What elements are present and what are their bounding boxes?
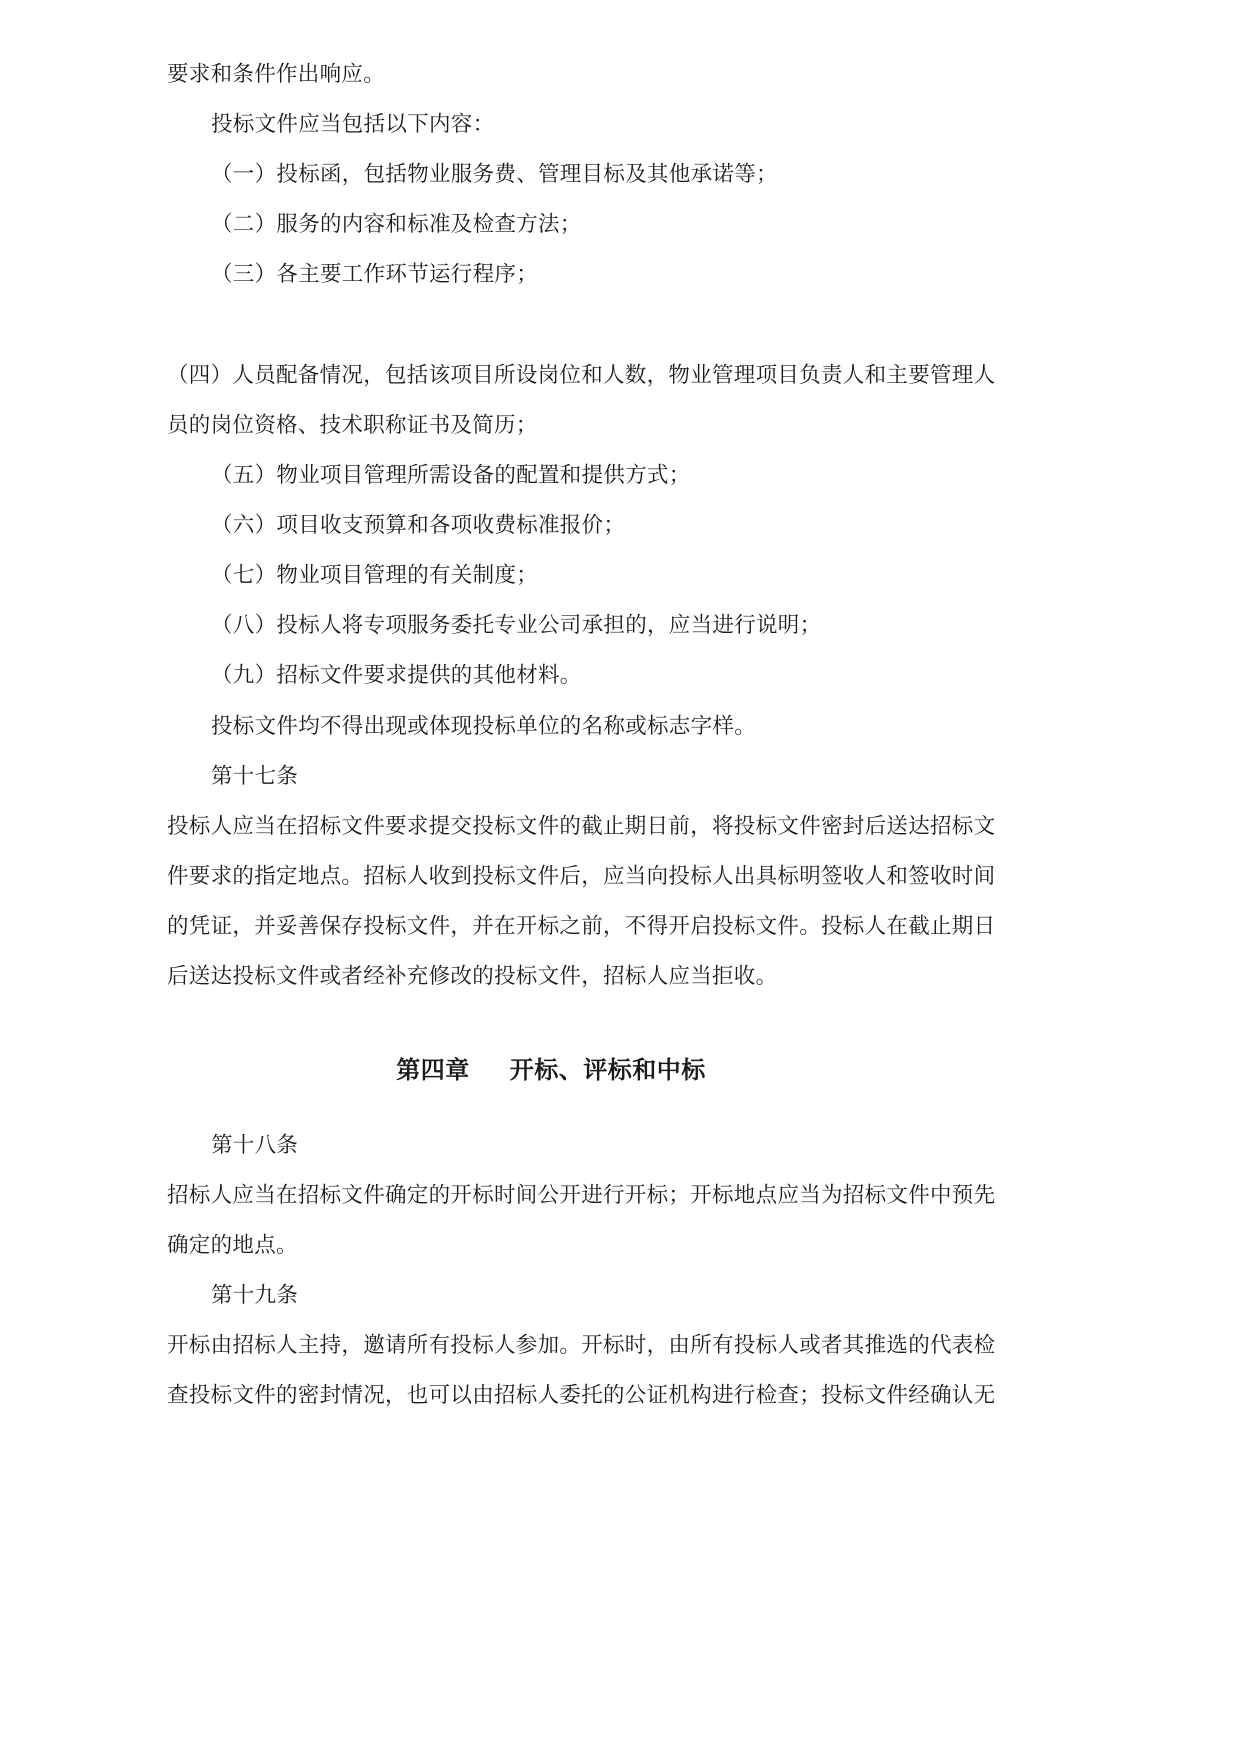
text-line: 开标由招标人主持，邀请所有投标人参加。开标时，由所有投标人或者其推选的代表检	[167, 1333, 996, 1358]
list-item: （二）服务的内容和标准及检查方法；	[211, 212, 582, 237]
text-line: 员的岗位资格、技术职称证书及简历；	[167, 413, 538, 438]
list-item: （四）人员配备情况，包括该项目所设岗位和人数，物业管理项目负责人和主要管理人	[167, 363, 996, 388]
article-number: 第十九条	[211, 1283, 299, 1308]
list-item: （八）投标人将专项服务委托专业公司承担的，应当进行说明；	[211, 613, 822, 638]
list-item: （一）投标函，包括物业服务费、管理目标及其他承诺等；	[211, 162, 778, 187]
text-line: 投标文件应当包括以下内容：	[211, 112, 495, 137]
list-item: （七）物业项目管理的有关制度；	[211, 563, 539, 588]
list-item: （五）物业项目管理所需设备的配置和提供方式；	[211, 463, 691, 488]
article-number: 第十七条	[211, 764, 299, 789]
article-number: 第十八条	[211, 1133, 299, 1158]
text-line: 投标文件均不得出现或体现投标单位的名称或标志字样。	[211, 714, 757, 739]
list-item: （三）各主要工作环节运行程序；	[211, 262, 539, 287]
chapter-number: 第四章	[396, 1056, 470, 1084]
text-line: 件要求的指定地点。招标人收到投标文件后，应当向投标人出具标明签收人和签收时间	[167, 864, 996, 889]
list-item: （六）项目收支预算和各项收费标准报价；	[211, 513, 626, 538]
text-line: 后送达投标文件或者经补充修改的投标文件，招标人应当拒收。	[167, 964, 778, 989]
chapter-heading	[0, 1053, 1102, 1087]
list-item: （九）招标文件要求提供的其他材料。	[211, 663, 582, 688]
text-line: 要求和条件作出响应。	[167, 62, 386, 87]
text-line: 招标人应当在招标文件确定的开标时间公开进行开标；开标地点应当为招标文件中预先	[167, 1183, 996, 1208]
chapter-title: 开标、评标和中标	[509, 1056, 706, 1084]
text-line: 确定的地点。	[167, 1233, 298, 1258]
text-line: 的凭证，并妥善保存投标文件，并在开标之前，不得开启投标文件。投标人在截止期日	[167, 914, 996, 939]
text-line: 查投标文件的密封情况，也可以由招标人委托的公证机构进行检查；投标文件经确认无	[167, 1383, 996, 1408]
text-line: 投标人应当在招标文件要求提交投标文件的截止期日前，将投标文件密封后送达招标文	[167, 814, 996, 839]
